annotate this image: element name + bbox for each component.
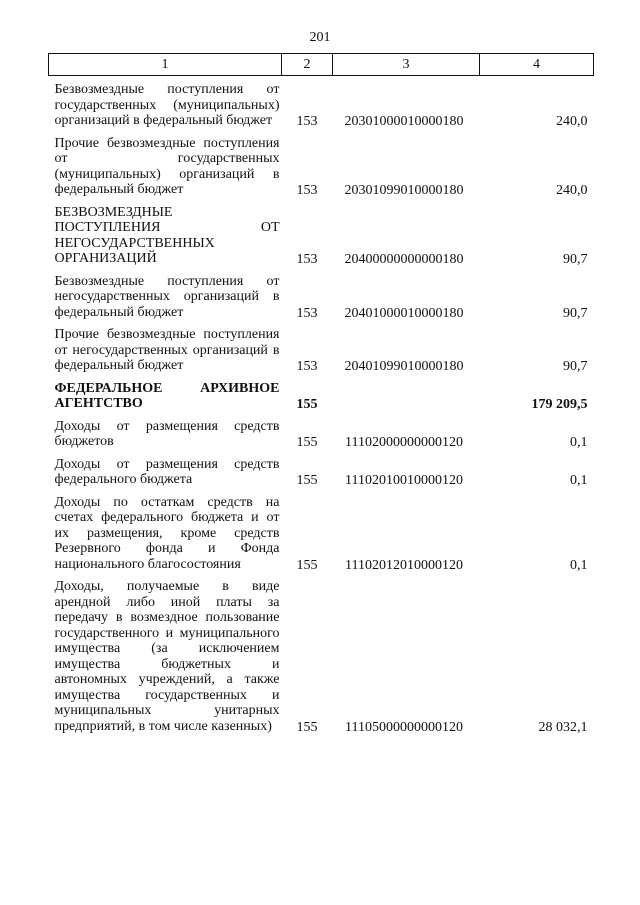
column-header-4: 4: [480, 54, 594, 76]
row-admin-code: 153: [296, 114, 318, 129]
row-classification-code: 11102000000000120: [345, 435, 463, 450]
row-name-cell: [49, 268, 282, 322]
table-row: [49, 573, 594, 735]
table-row: [49, 489, 594, 574]
row-name-cell: [49, 489, 282, 574]
row-name-cell: [49, 573, 282, 735]
row-admin-code: 155: [296, 397, 318, 412]
column-header-2: 2: [282, 54, 333, 76]
row-amount: 240,0: [556, 114, 588, 129]
row-name: Доходы по остаткам средств на счетах федерального бюджета и от их размещения, кроме средств Резервного фонда и Фонда национального благосостояния: [54, 494, 280, 572]
section-name: ФЕДЕРАЛЬНОЕ АРХИВНОЕ АГЕНТСТВО: [54, 380, 280, 411]
column-header-3: 3: [333, 54, 480, 76]
row-classification-code: 20301099010000180: [344, 183, 464, 198]
table-header-row: [49, 54, 594, 76]
row-name-cell: [49, 199, 282, 268]
row-classification-code: 20401099010000180: [344, 359, 464, 374]
row-name: Прочие безвозмездные поступления от негосударственных организаций в федеральный бюджет: [54, 327, 280, 373]
row-admin-code: 155: [296, 557, 318, 573]
row-amount: 179 209,5: [531, 397, 588, 412]
row-classification-code: 11102012010000120: [345, 557, 463, 573]
table-row: [49, 268, 594, 322]
row-admin-code: 153: [296, 183, 318, 198]
row-amount: 240,0: [556, 183, 588, 198]
revenue-table-container: [48, 53, 593, 735]
table-row: [49, 76, 594, 130]
row-classification-code: 11105000000000120: [345, 719, 463, 735]
row-amount: 90,7: [563, 359, 588, 374]
row-classification-code: 20400000000000180: [344, 252, 464, 267]
page-number: 201: [309, 30, 331, 45]
row-classification-code: 20401000010000180: [344, 305, 464, 321]
row-amount: 90,7: [563, 252, 588, 267]
table-row: [49, 321, 594, 375]
row-name-cell: [49, 76, 282, 130]
row-amount: 0,1: [570, 473, 588, 488]
row-name-cell: [49, 413, 282, 451]
row-admin-code: 153: [296, 305, 318, 321]
row-amount: 28 032,1: [538, 719, 588, 735]
row-classification-code: [333, 375, 480, 413]
table-row: [49, 451, 594, 489]
row-name: Доходы от размещения средств бюджетов: [54, 418, 280, 449]
row-name-cell: [49, 375, 282, 413]
row-amount: 0,1: [570, 435, 588, 450]
revenue-table: [48, 53, 594, 735]
row-admin-code: 153: [296, 252, 318, 267]
row-name: Безвозмездные поступления от негосударственных организаций в федеральный бюджет: [54, 273, 280, 320]
row-classification-code: 20301000010000180: [344, 114, 464, 129]
table-row: [49, 130, 594, 199]
row-classification-code: 11102010010000120: [345, 473, 463, 488]
table-row: [49, 413, 594, 451]
row-admin-code: 155: [296, 435, 318, 450]
row-amount: 90,7: [563, 305, 588, 321]
table-row: [49, 199, 594, 268]
row-name-cell: [49, 130, 282, 199]
row-name: Прочие безвозмездные поступления от государственных (муниципальных) организаций в федеральный бюджет: [54, 135, 280, 197]
row-admin-code: 155: [296, 473, 318, 488]
column-header-1: 1: [49, 54, 282, 76]
row-name-cell: [49, 451, 282, 489]
table-row-section: [49, 375, 594, 413]
row-name: Доходы от размещения средств федерального бюджета: [54, 456, 280, 487]
row-name: БЕЗВОЗМЕЗДНЫЕ ПОСТУПЛЕНИЯ ОТ НЕГОСУДАРСТВЕННЫХ ОРГАНИЗАЦИЙ: [54, 204, 280, 266]
row-name: Безвозмездные поступления от государственных (муниципальных) организаций в федеральный бюджет: [54, 82, 280, 128]
row-name: Доходы, получаемые в виде арендной либо иной платы за передачу в возмездное пользование государственного и муниципального имущества (за исключением имущества бюджетных и автономных учреждений, а также имущества государственных и муниципальных унитарных предприятий, в том числе казенных): [54, 579, 280, 734]
row-admin-code: 153: [296, 359, 318, 374]
row-name-cell: [49, 321, 282, 375]
row-amount: 0,1: [570, 557, 588, 573]
row-admin-code: 155: [296, 719, 318, 735]
